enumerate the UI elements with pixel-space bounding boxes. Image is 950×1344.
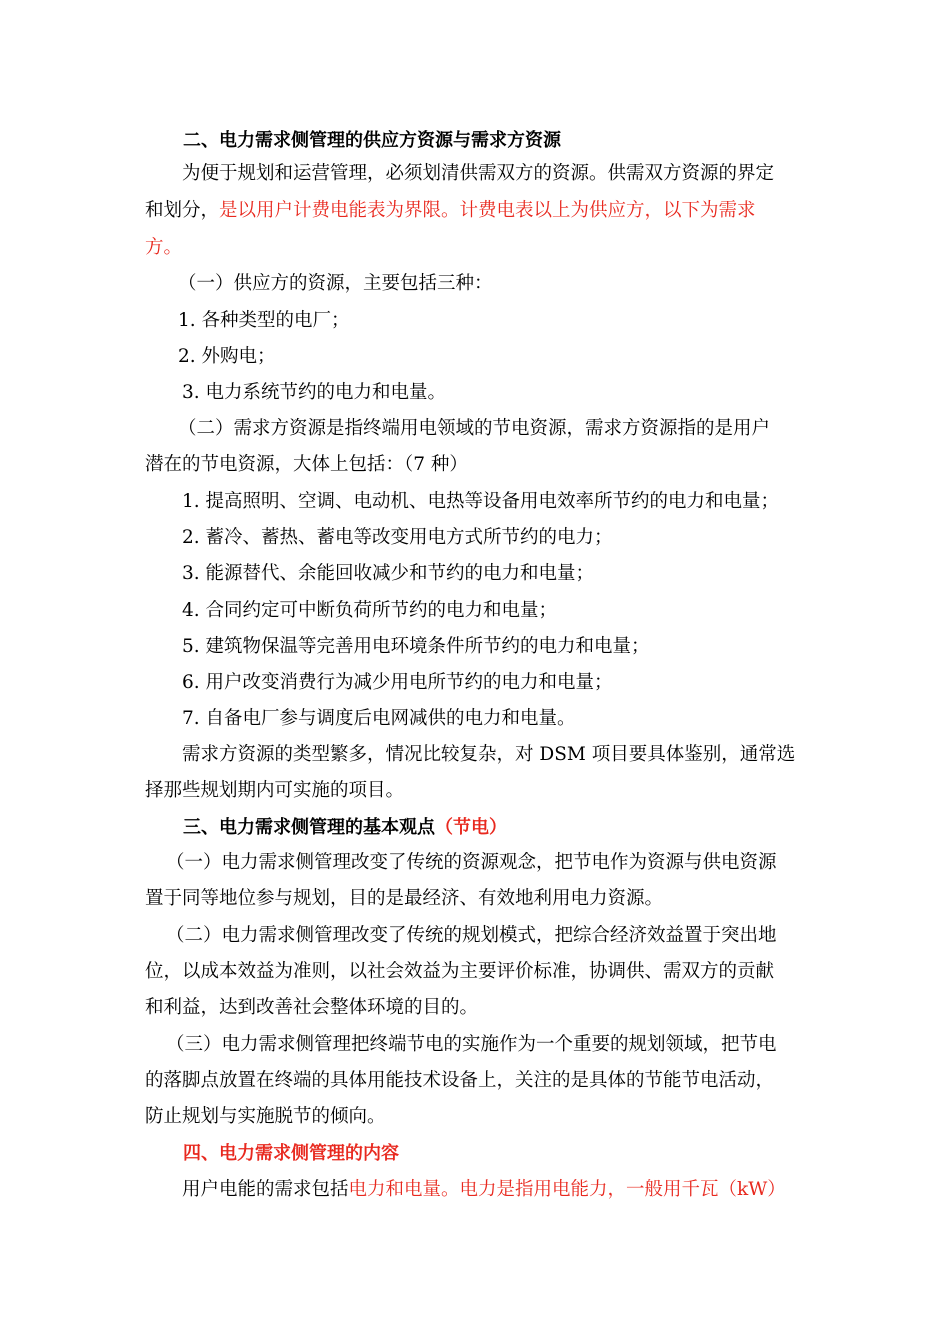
section2-intro-line2 (145, 197, 756, 225)
supply-item: 2. 外购电； (178, 346, 276, 367)
section4-line1 (182, 1176, 786, 1204)
demand-item: 2. 蓄冷、蓄热、蓄电等改变用电方式所节约的电力； (182, 527, 613, 548)
section4-heading: 四、电力需求侧管理的内容 (183, 1143, 399, 1164)
supply-item: 1. 各种类型的电厂； (178, 310, 350, 331)
demand-item: 7. 自备电厂参与调度后电网减供的电力和电量。 (182, 708, 576, 729)
section3-p3-line3: 防止规划与实施脱节的倾向。 (145, 1106, 386, 1127)
section4-line1-black: 用户电能的需求包括 (182, 1179, 349, 1200)
section3-p2-line3: 和利益，达到改善社会整体环境的目的。 (145, 997, 479, 1018)
demand-item: 6. 用户改变消费行为减少用电所节约的电力和电量； (182, 672, 613, 693)
summary-line2: 择那些规划期内可实施的项目。 (145, 780, 405, 801)
demand-heading-line2: 潜在的节电资源，大体上包括：（7 种） (145, 454, 468, 475)
section2-intro-line1: 为便于规划和运营管理，必须划清供需双方的资源。供需双方资源的界定 (182, 163, 775, 184)
demand-heading-line1: （二）需求方资源是指终端用电领域的节电资源，需求方资源指的是用户 (178, 418, 771, 439)
section3-p1-line1: （一）电力需求侧管理改变了传统的资源观念，把节电作为资源与供电资源 (166, 852, 777, 873)
section3-p1-line2: 置于同等地位参与规划，目的是最经济、有效地利用电力资源。 (145, 888, 664, 909)
section2-intro-line2-red: 是以用户计费电能表为界限。计费电表以上为供应方，以下为需求 (219, 200, 756, 221)
section3-p3-line1: （三）电力需求侧管理把终端节电的实施作为一个重要的规划领域，把节电 (166, 1034, 777, 1055)
section2-heading: 二、电力需求侧管理的供应方资源与需求方资源 (183, 130, 561, 151)
demand-item: 3. 能源替代、余能回收减少和节约的电力和电量； (182, 563, 595, 584)
section3-heading-text: 三、电力需求侧管理的基本观点 (183, 817, 435, 838)
demand-item: 5. 建筑物保温等完善用电环境条件所节约的电力和电量； (182, 636, 650, 657)
section3-heading-red: （节电） (435, 817, 507, 838)
demand-item: 1. 提高照明、空调、电动机、电热等设备用电效率所节约的电力和电量； (182, 491, 780, 512)
section3-heading (183, 814, 507, 842)
demand-item: 4. 合同约定可中断负荷所节约的电力和电量； (182, 600, 558, 621)
summary-line1: 需求方资源的类型繁多，情况比较复杂，对 DSM 项目要具体鉴别，通常选 (182, 744, 796, 765)
supply-heading: （一）供应方的资源，主要包括三种： (178, 273, 493, 294)
section2-intro-line3: 方。 (145, 237, 183, 258)
section2-intro-line2-black: 和划分， (145, 200, 220, 221)
supply-item: 3. 电力系统节约的电力和电量。 (182, 382, 447, 403)
section4-line1-red: 电力和电量。电力是指用电能力，一般用千瓦（kW） (348, 1179, 786, 1200)
section3-p3-line2: 的落脚点放置在终端的具体用能技术设备上，关注的是具体的节能节电活动， (145, 1070, 775, 1091)
section3-p2-line2: 位，以成本效益为准则，以社会效益为主要评价标准，协调供、需双方的贡献 (145, 961, 775, 982)
section3-p2-line1: （二）电力需求侧管理改变了传统的规划模式，把综合经济效益置于突出地 (166, 925, 777, 946)
